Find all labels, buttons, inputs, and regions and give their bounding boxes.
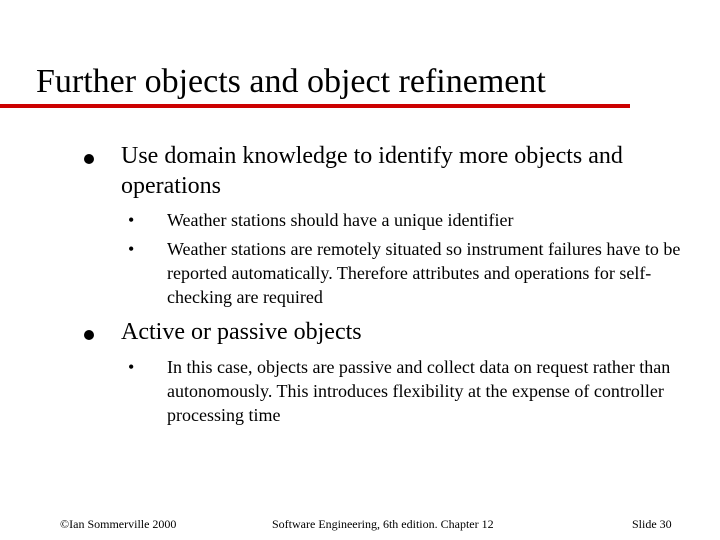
bullet-point-1: Use domain knowledge to identify more objects and operations [121,143,623,199]
sub-point-1-2: Weather stations are remotely situated so instrument failures have to be reported automatically. Therefore attributes and operations for self-checking are required [167,239,681,307]
bullet-dot [84,330,94,340]
sub-bullet-dot: • [128,357,135,377]
sub-point-1-1: Weather stations should have a unique identifier [167,210,514,230]
bullet-dot [84,154,94,164]
sub-bullet-dot: • [128,210,135,230]
footer-book: Software Engineering, 6th edition. Chapter 12 [272,517,494,531]
sub-point-2-1: In this case, objects are passive and collect data on request rather than autonomously. This introduces flexibility at the expense of controller processing time [167,357,671,425]
bullet-point-2: Active or passive objects [121,319,362,345]
footer-slide-number: Slide 30 [632,517,672,531]
slide-title: Further objects and object refinement [36,63,546,100]
title-underline [0,104,630,108]
footer-copyright: ©Ian Sommerville 2000 [60,517,177,531]
sub-bullet-dot: • [128,239,135,259]
